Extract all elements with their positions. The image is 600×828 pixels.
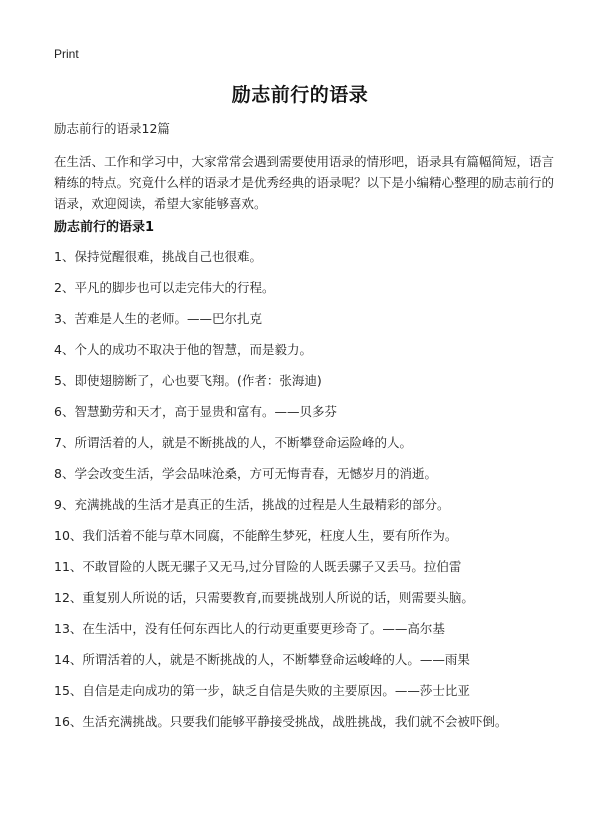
quote-item: 11、不敢冒险的人既无骡子又无马,过分冒险的人既丢骡子又丢马。拉伯雷: [54, 559, 462, 574]
page-title: 励志前行的语录: [231, 84, 369, 106]
quote-item: 2、平凡的脚步也可以走完伟大的行程。: [54, 280, 275, 295]
quote-item: 14、所谓活着的人，就是不断挑战的人，不断攀登命运峻峰的人。——雨果: [54, 652, 470, 667]
quote-item: 8、学会改变生活，学会品味沧桑，方可无悔青春，无憾岁月的消逝。: [54, 466, 437, 481]
print-label: Print: [54, 47, 79, 61]
intro-paragraph: 在生活、工作和学习中，大家常常会遇到需要使用语录的情形吧，语录具有篇幅简短，语言精练的特点。究竟什么样的语录才是优秀经典的语录呢？以下是小编精心整理的励志前行的语录，欢迎阅读，希望大家能够喜欢。: [54, 154, 555, 211]
quote-item: 7、所谓活着的人，就是不断挑战的人，不断攀登命运险峰的人。: [54, 435, 412, 450]
quote-item: 16、生活充满挑战。只要我们能够平静接受挑战，战胜挑战，我们就不会被吓倒。: [54, 714, 508, 729]
quote-item: 5、即使翅膀断了，心也要飞翔。(作者：张海迪): [54, 373, 322, 388]
section-heading: 励志前行的语录1: [54, 220, 155, 235]
quote-item: 6、智慧勤劳和天才，高于显贵和富有。——贝多芬: [54, 404, 337, 419]
quote-item: 15、自信是走向成功的第一步，缺乏自信是失败的主要原因。——莎士比亚: [54, 683, 470, 698]
quote-list: [54, 248, 574, 744]
quote-item: 4、个人的成功不取决于他的智慧，而是毅力。: [54, 342, 312, 357]
quote-item: 10、我们活着不能与草木同腐，不能醉生梦死，枉度人生，要有所作为。: [54, 528, 458, 543]
quote-item: 13、在生活中，没有任何东西比人的行动更重要更珍奇了。——高尔基: [54, 621, 445, 636]
quote-item: 9、充满挑战的生活才是真正的生活，挑战的过程是人生最精彩的部分。: [54, 497, 450, 512]
document-subtitle: 励志前行的语录12篇: [54, 121, 170, 136]
quote-item: 3、苦难是人生的老师。——巴尔扎克: [54, 311, 262, 326]
quote-item: 1、保持觉醒很难，挑战自己也很难。: [54, 249, 262, 264]
quote-item: 12、重复别人所说的话，只需要教育,而要挑战别人所说的话，则需要头脑。: [54, 590, 474, 605]
